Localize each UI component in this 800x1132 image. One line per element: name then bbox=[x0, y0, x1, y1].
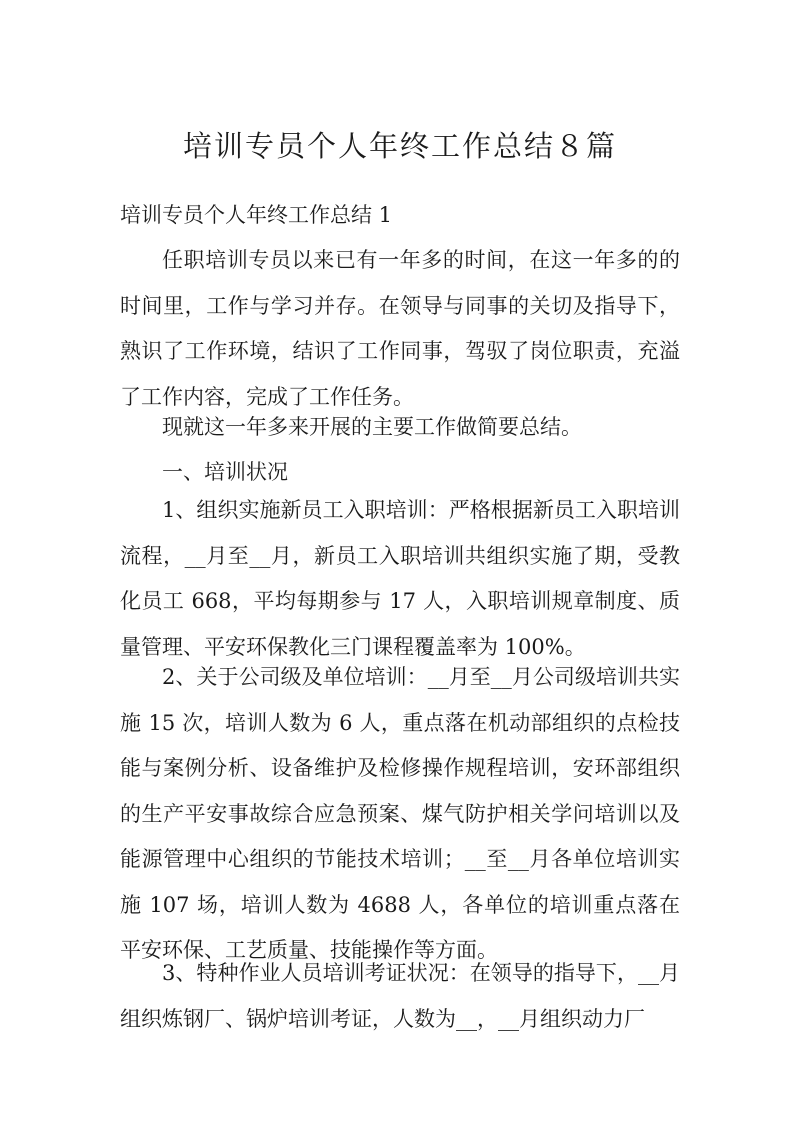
paragraph-item-3: 3、特种作业人员培训考证状况：在领导的指导下，__月组织炼钢厂、锅炉培训考证，人数为__，__月组织动力厂 bbox=[120, 961, 680, 1031]
section-heading-training: 一、培训状况 bbox=[162, 460, 288, 484]
paragraph-item-1: 1、组织实施新员工入职培训：严格根据新员工入职培训流程，__月至__月，新员工入职培训共组织实施了期，受教化员工 668，平均每期参与 17 人，入职培训规章制度、质量管理、平安环保教化三门课程覆盖率为 100%。 bbox=[120, 498, 680, 659]
paragraph-summary-lead: 现就这一年多来开展的主要工作做简要总结。 bbox=[162, 415, 582, 439]
section-subtitle: 培训专员个人年终工作总结 1 bbox=[120, 203, 393, 227]
paragraph-item-2: 2、关于公司级及单位培训：__月至__月公司级培训共实施 15 次，培训人数为 6 人，重点落在机动部组织的点检技能与案例分析、设备维护及检修操作规程培训，安环部组织的生产平安事故综合应急预案、煤气防护相关学问培训以及能源管理中心组织的节能技术培训；__至__月各单位培训实施 107 场，培训人数为 4688 人，各单位的培训重点落在平安环保、工艺质量、技能操作等方面。 bbox=[120, 665, 680, 962]
paragraph-intro: 任职培训专员以来已有一年多的时间，在这一年多的的时间里，工作与学习并存。在领导与同事的关切及指导下，熟识了工作环境，结识了工作同事，驾驭了岗位职责，充溢了工作内容，完成了工作任务。 bbox=[120, 248, 680, 409]
document-title: 培训专员个人年终工作总结８篇 bbox=[182, 129, 617, 163]
